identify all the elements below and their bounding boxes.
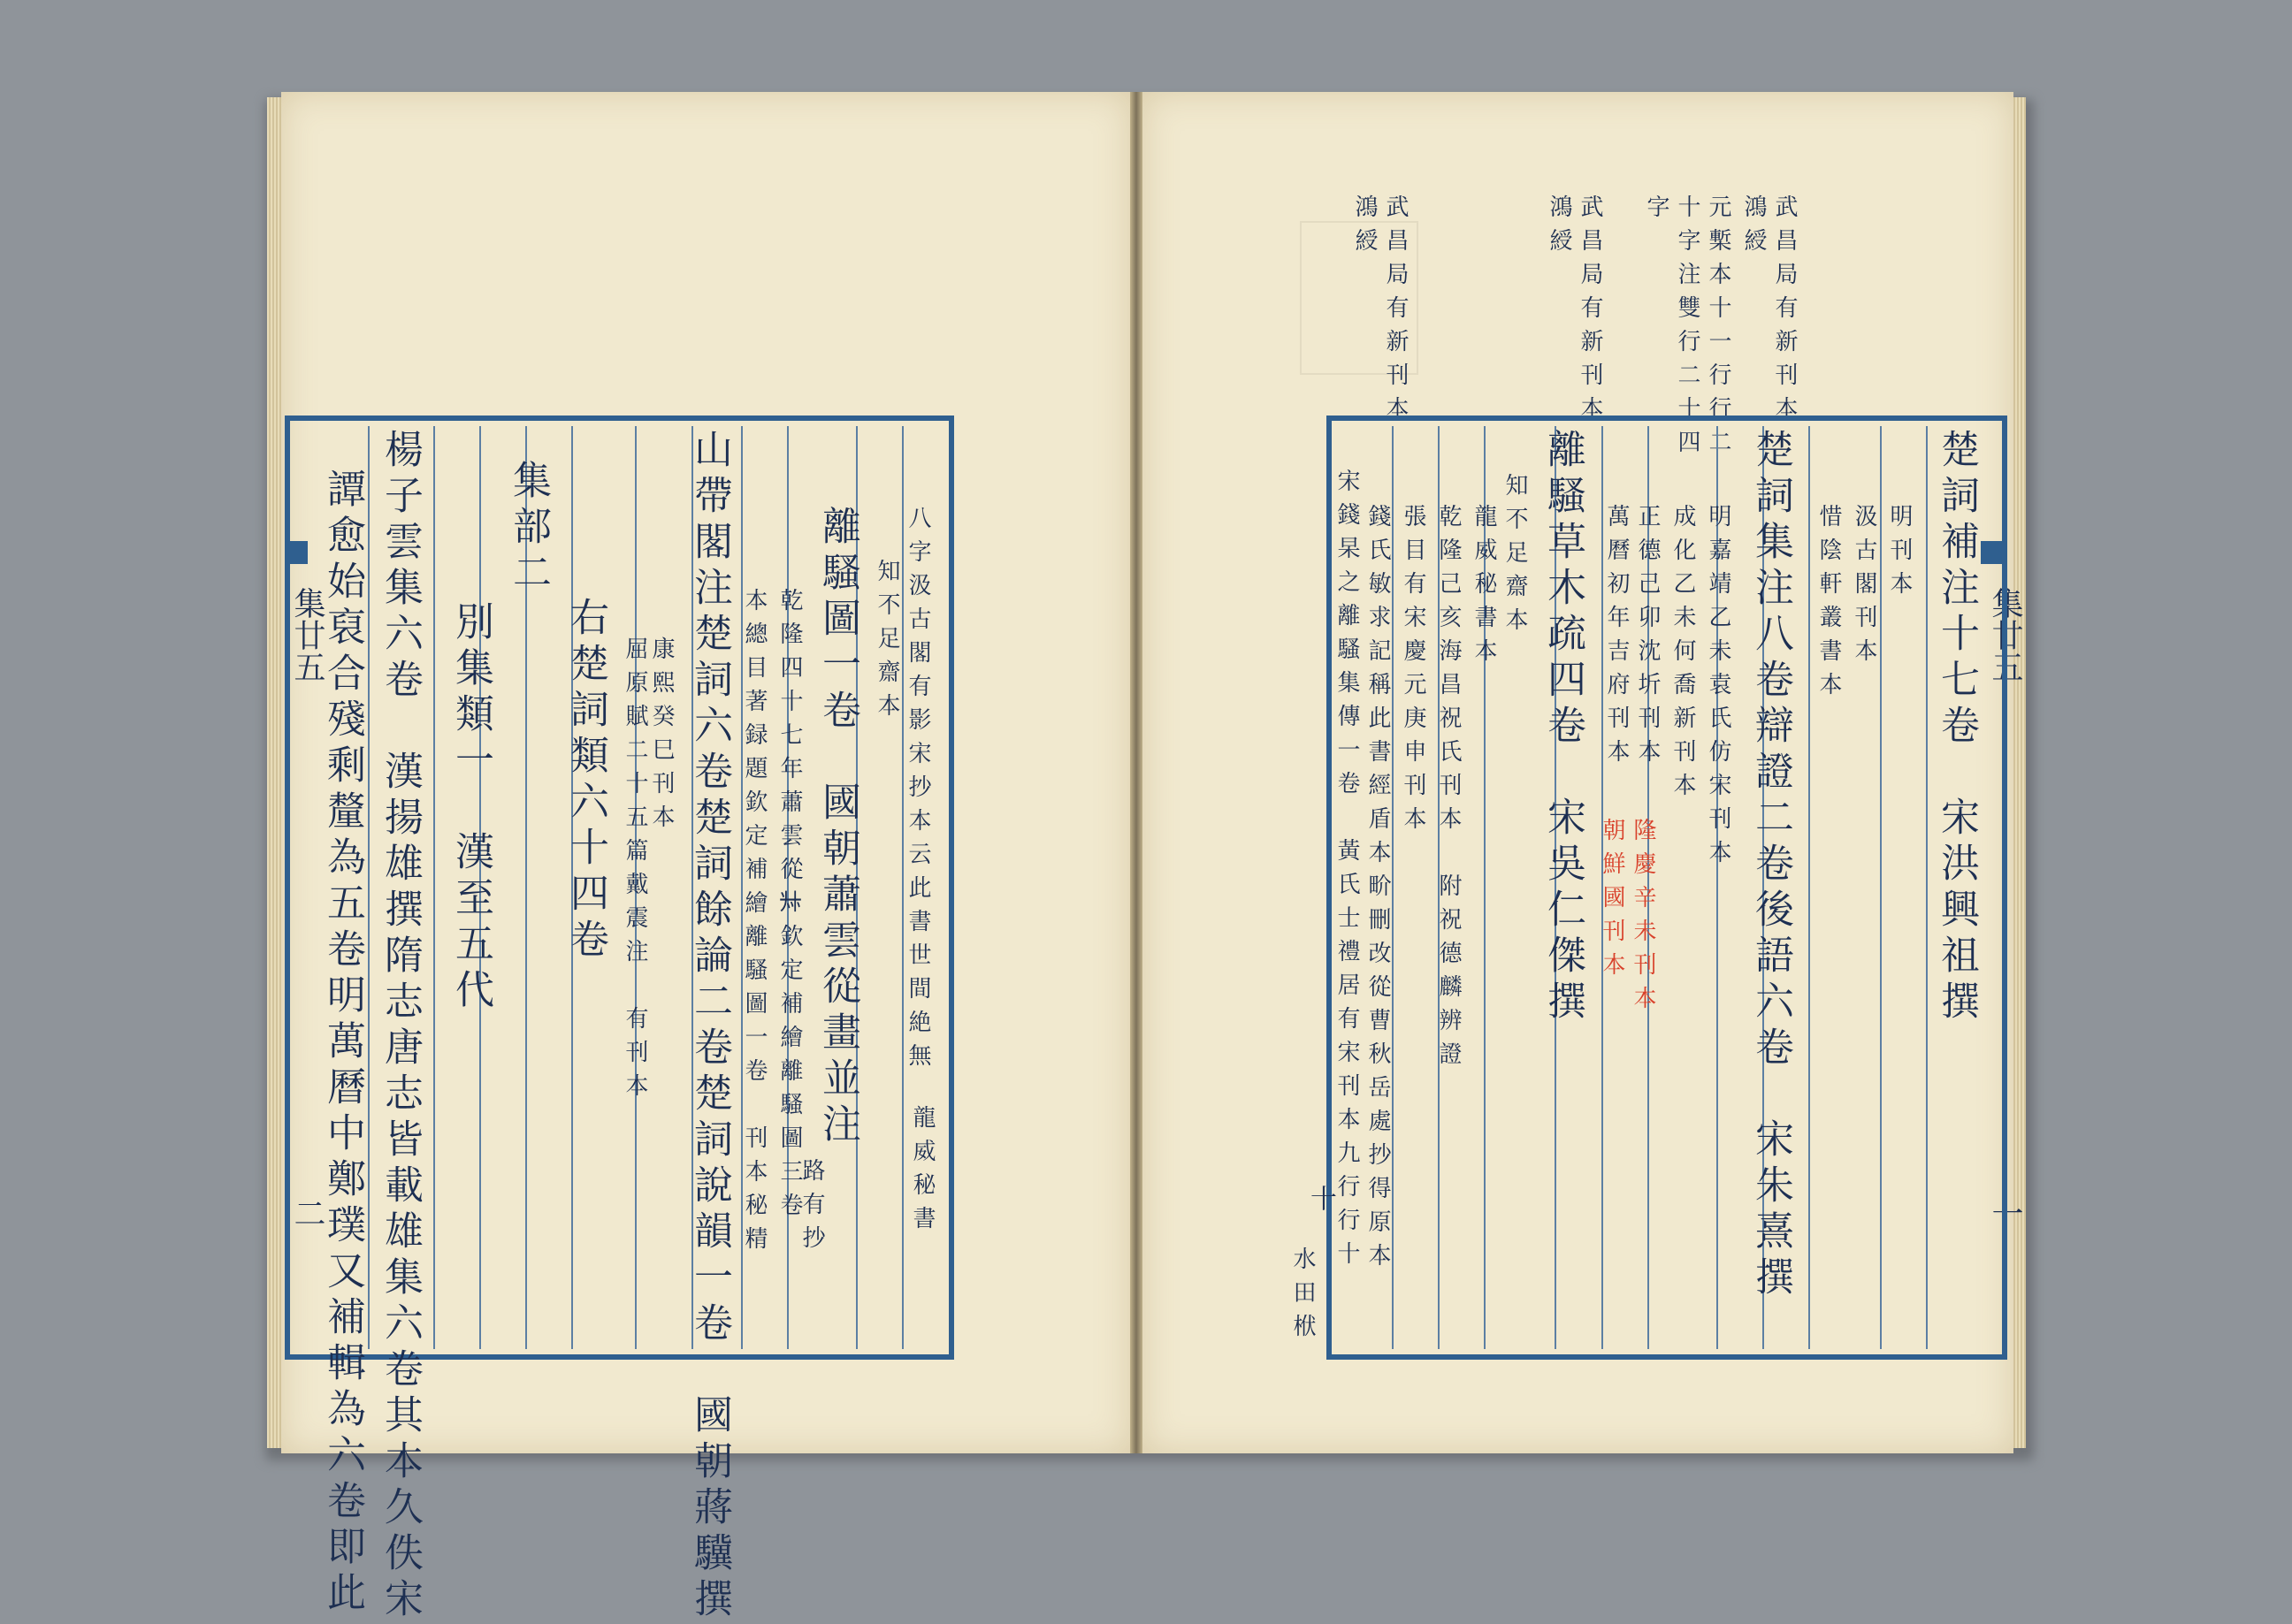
right-margin-page-number: 一 [1987,1197,2023,1229]
left-col-5: 本總目著録題欽定補繪離騷圖一卷 刊本秘精 [741,588,768,1260]
right-col-3: 汲古閣刊本 [1851,504,1877,672]
left-col-6: 山帶閣注楚詞六卷楚詞餘論二卷楚詞說韻一卷 國朝蔣驥撰 [687,429,732,1624]
left-side-note-1: 龍威秘書 [909,1105,936,1239]
left-col-10: 集部二 [506,460,551,598]
right-col-5: 楚詞集注八卷辯證二卷後語六卷 宋朱熹撰 [1748,429,1793,1302]
right-col-13: 知不足齋本 [1501,473,1528,641]
top-note-6: 武昌局有新刊本 [1577,194,1603,430]
left-col-8: 屈原賦二十五篇戴震注 有刊本 [622,637,648,1107]
left-col-11: 別集類一 漢至五代 [448,601,493,1015]
right-col-red-2: 朝鮮國刊本 [1599,818,1625,986]
right-col-7: 成化乙未何喬新刊本 [1669,504,1696,806]
left-col-2: 知不足齋本 [874,559,900,727]
right-col-red-1: 隆慶辛未刊本 [1630,818,1656,1019]
right-col-6: 明嘉靖乙未袁氏仿宋刊本 [1705,504,1731,873]
left-col-3: 離騷圖一卷 國朝蕭雲從畫並注 [815,506,860,1149]
top-note-9: 鴻綬 [1351,194,1378,262]
right-col-17: 錢氏敏求記稱此書經盾本畍刪改從曹秋岳處抄得原本 [1364,504,1391,1277]
left-margin-page-number: 二 [289,1197,325,1229]
right-col-9: 萬曆初年吉府刊本 [1603,504,1630,773]
right-margin-label: 集廿五 [1987,587,2023,682]
right-col-8: 正德己卯沈圻刊本 [1634,504,1661,773]
left-col-9: 右楚詞類六十四卷 [563,597,608,964]
top-note-5: 字 [1643,194,1669,228]
top-note-8: 武昌局有新刊本 [1382,194,1409,430]
left-page-edges [267,97,281,1448]
right-col-1: 楚詞補注十七卷 宋洪興祖撰 [1934,429,1979,1026]
right-bottom-mark: 十 [1305,1185,1336,1222]
left-col-7: 康熙癸巳刊本 [648,637,675,838]
right-col-12: 離騷草木疏四卷 宋吳仁傑撰 [1540,429,1585,1026]
right-col-14: 龍威秘書本 [1471,504,1497,672]
top-note-1: 武昌局有新刊本 [1771,194,1798,430]
right-col-18: 宋錢杲之離騷集傳一卷 黃氏士禮居有宋刊本九行行十 [1333,469,1360,1275]
right-col-4: 惜陰軒叢書本 [1815,504,1842,705]
book-gutter [1130,92,1142,1453]
top-note-3: 元槧本十一行行二 [1705,194,1731,463]
right-col-16: 張目有宋慶元庚申刊本 [1400,504,1426,840]
left-col-4: 乾隆四十七年蕭雲從𠦑欽定補繪離騷圖三卷 [776,588,803,1226]
left-col-1: 八字汲古閣有影宋抄本云此書世間絶無 [905,506,931,1077]
right-col-2: 明刊本 [1886,504,1913,605]
right-page-edges [2012,97,2026,1448]
left-col-12: 楊子雲集六卷 漢揚雄撰隋志唐志皆載雄集六卷其本久佚宋 [378,429,423,1624]
top-note-4: 十字注雙行二十四 [1674,194,1700,463]
left-col-13: 譚愈始裒合殘剩釐為五卷明萬曆中鄭璞又補輯為六卷即此 [320,469,365,1618]
right-bottom-stamp: 水田栿 [1289,1247,1316,1347]
left-margin-label: 集廿五 [289,587,325,682]
top-note-7: 鴻綬 [1546,194,1572,262]
left-side-note-2: 路有抄 [798,1158,825,1259]
right-col-15: 乾隆己亥海昌祝氏刊本 附祝德麟辨證 [1435,504,1462,1075]
top-note-2: 鴻綬 [1740,194,1767,262]
